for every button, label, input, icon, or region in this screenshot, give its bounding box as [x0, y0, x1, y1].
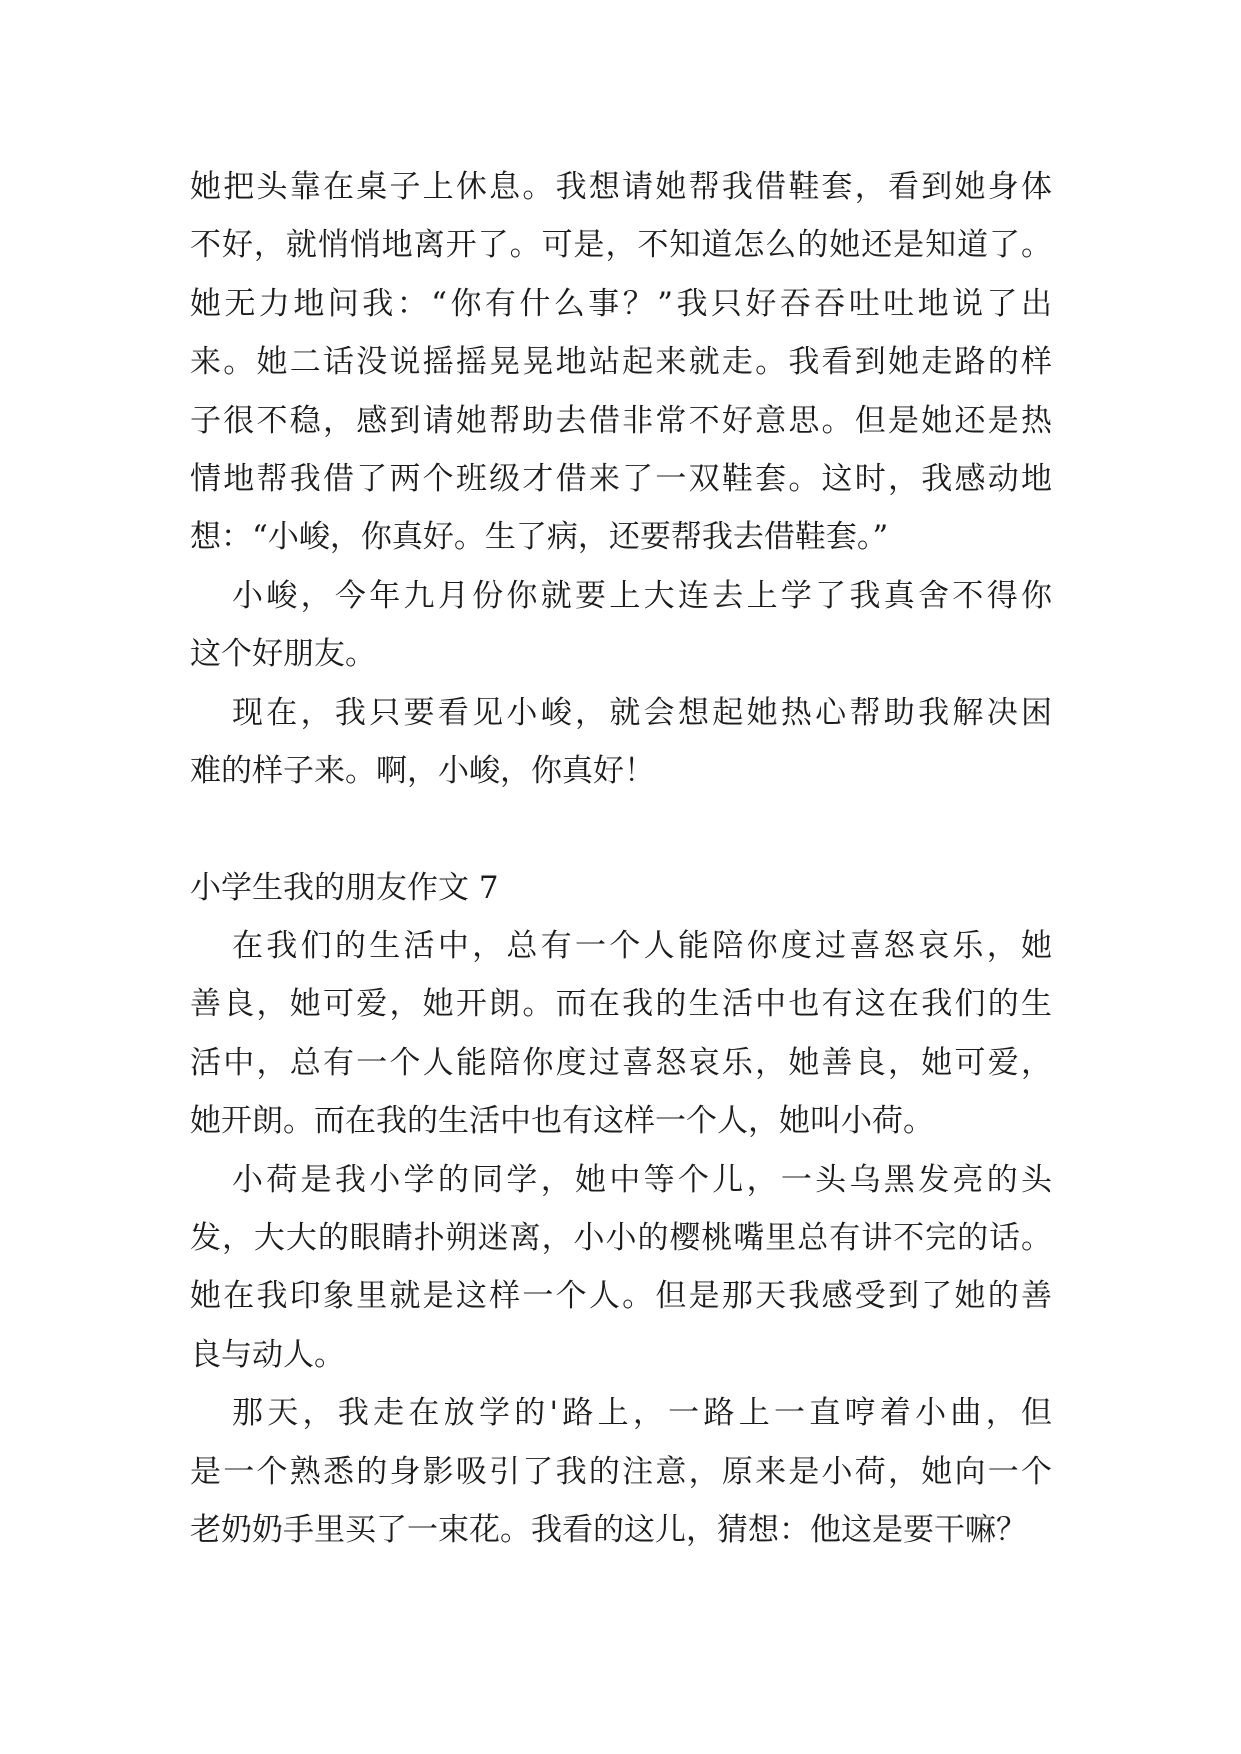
paragraph-line: 小荷是我小学的同学，她中等个儿，一头乌黑发亮的头 — [232, 1161, 1052, 1198]
paragraph — [190, 158, 1052, 567]
paragraph — [190, 684, 1052, 801]
paragraph-line: 她在我印象里就是这样一个人。但是那天我感受到了她的善 — [190, 1278, 1052, 1315]
paragraph-line: 难的样子来。啊，小峻，你真好！ — [190, 752, 655, 789]
paragraph-line: 是一个熟悉的身影吸引了我的注意，原来是小荷，她向一个 — [190, 1453, 1052, 1490]
paragraph-line: 良与动人。 — [190, 1336, 345, 1373]
paragraph-line: 她无力地问我：“你有什么事？”我只好吞吞吐吐地说了出 — [190, 285, 1052, 322]
blank-line — [190, 800, 1052, 858]
paragraph-line: 在我们的生活中，总有一个人能陪你度过喜怒哀乐，她 — [232, 928, 1052, 965]
paragraph — [190, 1151, 1052, 1385]
paragraph-line: 老奶奶手里买了一束花。我看的这儿，猜想：他这是要干嘛？ — [190, 1511, 1027, 1548]
paragraph-line: 她把头靠在桌子上休息。我想请她帮我借鞋套，看到她身体 — [190, 169, 1052, 205]
paragraph — [190, 567, 1052, 684]
section-title: 小学生我的朋友作文 7 — [190, 869, 499, 906]
paragraph — [190, 1384, 1052, 1559]
document-body — [190, 158, 1052, 1559]
paragraph-line: 活中，总有一个人能陪你度过喜怒哀乐，她善良，她可爱， — [190, 1044, 1052, 1081]
paragraph-line: 善良，她可爱，她开朗。而在我的生活中也有这在我们的生 — [190, 986, 1052, 1023]
paragraph-line: 不好，就悄悄地离开了。可是，不知道怎么的她还是知道了。 — [190, 227, 1052, 264]
paragraph-line: 情地帮我借了两个班级才借来了一双鞋套。这时，我感动地 — [190, 460, 1052, 497]
paragraph-line: 来。她二话没说摇摇晃晃地站起来就走。我看到她走路的样 — [190, 344, 1052, 381]
paragraph-line: 子很不稳，感到请她帮助去借非常不好意思。但是她还是热 — [190, 402, 1052, 439]
paragraph-line: 发，大大的眼睛扑朔迷离，小小的樱桃嘴里总有讲不完的话。 — [190, 1220, 1052, 1257]
paragraph-line: 现在，我只要看见小峻，就会想起她热心帮助我解决困 — [232, 694, 1052, 731]
paragraph-line: 那天，我走在放学的'路上，一路上一直哼着小曲，但 — [232, 1395, 1052, 1432]
paragraph-line: 她开朗。而在我的生活中也有这样一个人，她叫小荷。 — [190, 1103, 934, 1140]
paragraph — [190, 917, 1052, 1151]
paragraph-line: 小峻，今年九月份你就要上大连去上学了我真舍不得你 — [232, 577, 1052, 614]
paragraph-line: 这个好朋友。 — [190, 636, 376, 673]
paragraph-line: 想：“小峻，你真好。生了病，还要帮我去借鞋套。” — [190, 519, 889, 556]
